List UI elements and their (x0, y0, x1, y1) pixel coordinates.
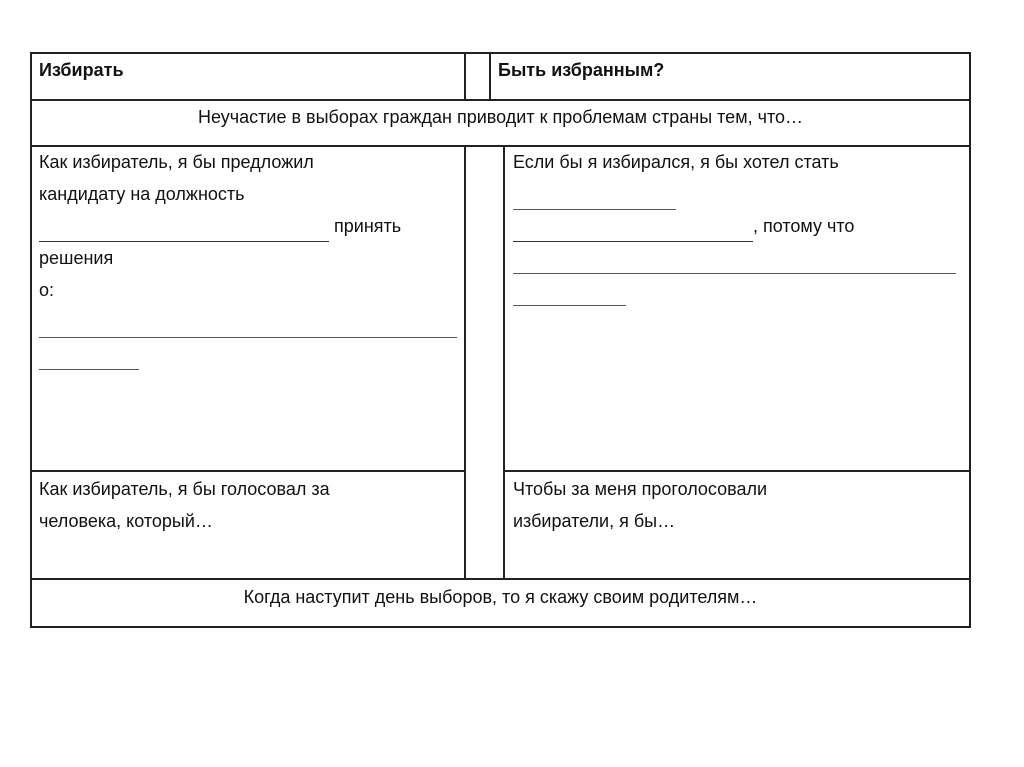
header-choose: Избирать (39, 60, 124, 80)
answer-blank[interactable] (513, 283, 626, 306)
voter-vote-text: Как избиратель, я бы голосовал за (39, 479, 330, 499)
answer-blank[interactable] (513, 219, 753, 242)
cell-text: Как избиратель, я бы предложил (39, 152, 314, 172)
answer-blank[interactable] (513, 251, 956, 274)
election-day-prompt: Когда наступит день выборов, то я скажу своим родителям… (243, 587, 758, 607)
cell-text: решения (39, 248, 114, 268)
answer-blank[interactable] (39, 347, 139, 370)
answer-blank[interactable] (513, 187, 676, 210)
answer-blank[interactable] (39, 219, 329, 242)
table-border (503, 145, 505, 579)
nonparticipation-prompt: Неучастие в выборах граждан приводит к проблемам страны тем, что… (197, 107, 803, 127)
table-border (30, 52, 32, 628)
table-border (30, 470, 466, 472)
table-border (464, 52, 466, 100)
table-border (489, 52, 491, 100)
cell-text: , потому что (753, 216, 855, 236)
cell-text: кандидату на должность (39, 184, 245, 204)
table-border (969, 52, 971, 628)
header-be-elected: Быть избранным? (498, 60, 665, 80)
cell-text: Если бы я избирался, я бы хотел стать (513, 152, 839, 172)
answer-blank[interactable] (39, 315, 457, 338)
table-border (504, 470, 971, 472)
voter-vote-text: человека, который… (39, 511, 213, 531)
candidate-votes-text: избиратели, я бы… (513, 511, 676, 531)
table-border (30, 578, 971, 580)
cell-text: принять (334, 216, 402, 236)
table-border (464, 145, 466, 579)
candidate-votes-text: Чтобы за меня проголосовали (513, 479, 768, 499)
table-border (30, 626, 971, 628)
cell-text: о: (39, 280, 55, 300)
